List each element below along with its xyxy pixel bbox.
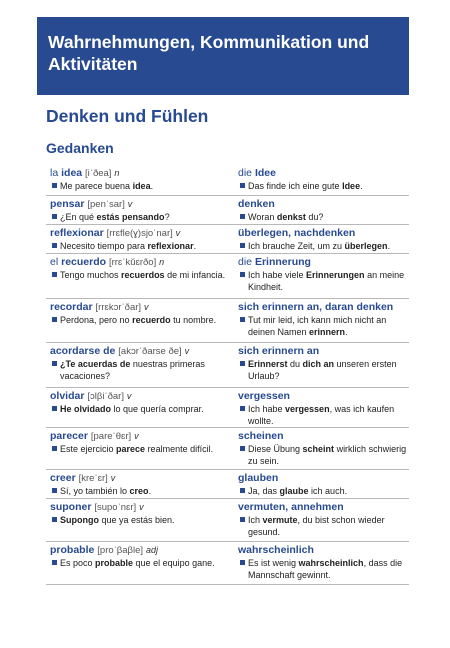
spanish-headword [50,499,234,514]
bullet-square-icon [240,214,245,219]
example-highlight: Erinnerungen [306,270,365,280]
example-sentence: Este ejercicio parece realmente difícil. [50,443,234,455]
example-sentence: Das finde ich eine gute Idee. [238,180,409,192]
example-highlight: vergessen [285,404,330,414]
german-column [234,499,409,541]
example-sentence: Supongo que ya estás bien. [50,514,234,526]
vocab-entry [46,165,409,196]
spanish-headword [50,225,234,240]
example-highlight: Erinnerst [248,359,288,369]
german-lemma: wahrscheinlich [238,544,314,556]
spanish-headword [50,254,234,269]
bullet-square-icon [240,272,245,277]
chapter-banner [37,17,409,95]
bullet-square-icon [52,488,57,493]
part-of-speech: n [114,168,120,178]
example-sentence: Sí, yo también lo creo. [50,485,234,497]
pronunciation: [akɔrˈðarse ðe] [118,346,182,357]
german-headword [238,299,409,314]
german-column [234,470,409,498]
vocab-entry [46,388,409,428]
german-lemma: Erinnerung [254,256,311,268]
german-column [234,196,409,224]
example-highlight: probable [95,558,134,568]
bullet-square-icon [52,361,57,366]
german-column [234,225,409,253]
german-column [234,165,409,195]
part-of-speech: v [110,473,116,483]
bullet-square-icon [240,517,245,522]
pronunciation: [proˈβaβle] [97,545,144,556]
example-highlight: idea [132,181,151,191]
example-highlight: erinnern [309,327,346,337]
part-of-speech: v [134,431,139,441]
bullet-square-icon [52,446,57,451]
example-sentence: Es ist wenig wahrscheinlich, dass die Mannschaft gewinnt. [238,557,409,581]
spanish-lemma: parecer [50,430,88,442]
bullet-square-icon [240,446,245,451]
bullet-square-icon [52,183,57,188]
example-sentence: Perdona, pero no recuerdo tu nombre. [50,314,234,326]
example-highlight: Idee [342,181,361,191]
example-highlight: denkst [276,212,306,222]
example-highlight: dich an [302,359,335,369]
example-sentence: Me parece buena idea. [50,180,234,192]
part-of-speech: v [139,502,144,512]
german-headword [238,196,409,211]
example-sentence: Woran denkst du? [238,211,409,223]
german-headword [238,388,409,403]
example-sentence: Diese Übung scheint wirklich schwierig zu sein. [238,443,409,467]
vocab-entry [46,299,409,343]
bullet-square-icon [52,243,57,248]
spanish-column [46,542,234,584]
pronunciation: [rrɛˈkŭɛrðo] [108,257,157,268]
pronunciation: [rrɛfle(ɣ)sjoˈnar] [106,228,173,239]
spanish-headword [50,343,234,358]
german-headword [238,165,409,180]
section-title: Denken und Fühlen [46,106,209,126]
spanish-headword [50,428,234,443]
example-highlight: Supongo [60,515,99,525]
german-lemma: sich erinnern an, daran denken [238,301,394,313]
example-highlight: glaube [279,486,309,496]
pronunciation: [kreˈɛr] [78,473,108,484]
example-sentence: ¿Te acuerdas de nuestras primeras vacaciones? [50,358,234,382]
example-highlight: reflexionar [147,241,194,251]
example-sentence: Tengo muchos recuerdos de mi infancia. [50,269,234,281]
bullet-square-icon [240,488,245,493]
spanish-column [46,388,234,427]
spanish-article: la [50,167,59,179]
bullet-square-icon [240,317,245,322]
example-highlight: wahrscheinlich [298,558,364,568]
german-column [234,343,409,387]
german-lemma: vermuten, annehmen [238,501,344,513]
example-highlight: creo [129,486,149,496]
example-sentence: Ja, das glaube ich auch. [238,485,409,497]
german-column [234,299,409,342]
part-of-speech: n [159,257,165,267]
german-article: die [238,256,253,268]
spanish-column [46,165,234,195]
example-highlight: recuerdo [132,315,171,325]
bullet-square-icon [240,560,245,565]
german-lemma: sich erinnern an [238,345,320,357]
german-headword [238,428,409,443]
part-of-speech: v [175,228,181,238]
german-column [234,542,409,584]
pronunciation: [penˈsar] [87,199,125,210]
german-lemma: scheinen [238,430,284,442]
example-sentence: Es poco probable que el equipo gane. [50,557,234,569]
spanish-headword [50,388,234,403]
spanish-headword [50,196,234,211]
pronunciation: [supoˈnɛr] [94,502,137,513]
example-highlight: He olvidado [60,404,112,414]
part-of-speech: v [126,391,132,401]
chapter-title: Wahrnehmungen, Kommunikation und Aktivitäten [48,32,370,74]
german-column [234,388,409,427]
spanish-lemma: recordar [50,301,93,313]
spanish-column [46,499,234,541]
vocab-entry [46,470,409,499]
example-sentence: Ich brauche Zeit, um zu überlegen. [238,240,409,252]
pronunciation: [pareˈθɛr] [90,431,132,442]
spanish-column [46,299,234,342]
spanish-article: el [50,256,59,268]
pronunciation: [ɔlβiˈðar] [87,391,124,402]
pronunciation: [rrɛkɔrˈðar] [95,302,142,313]
bullet-square-icon [52,272,57,277]
bullet-square-icon [52,317,57,322]
spanish-lemma: olvidar [50,390,85,402]
bullet-square-icon [52,560,57,565]
spanish-column [46,470,234,498]
spanish-lemma: idea [61,167,83,179]
example-highlight: scheint [302,444,335,454]
german-headword [238,542,409,557]
german-lemma: Idee [254,167,276,179]
example-highlight: estás pensando [96,212,165,222]
example-sentence: Erinnerst du dich an unseren ersten Urlaub? [238,358,409,382]
vocab-entry [46,499,409,542]
german-article: die [238,167,253,179]
vocab-entry [46,196,409,225]
vocab-entry [46,254,409,299]
german-lemma: glauben [238,472,279,484]
spanish-headword [50,470,234,485]
part-of-speech: v [127,199,133,209]
example-highlight: recuerdos [121,270,165,280]
example-highlight: überlegen [344,241,388,251]
spanish-column [46,428,234,469]
bullet-square-icon [240,406,245,411]
example-sentence: Ich vermute, du bist schon wieder gesund. [238,514,409,538]
spanish-lemma: probable [50,544,95,556]
vocab-entry [46,428,409,470]
bullet-square-icon [240,183,245,188]
part-of-speech: v [143,302,149,312]
spanish-headword [50,299,234,314]
spanish-column [46,196,234,224]
example-sentence: He olvidado lo que quería comprar. [50,403,234,415]
vocab-entry [46,343,409,388]
german-headword [238,499,409,514]
german-column [234,428,409,469]
spanish-column [46,225,234,253]
vocab-entry [46,542,409,585]
vocab-entry [46,225,409,254]
german-headword [238,470,409,485]
example-sentence: Ich habe vergessen, was ich kaufen wollte. [238,403,409,427]
pronunciation: [iˈðea] [85,168,112,179]
spanish-lemma: creer [50,472,76,484]
german-column [234,254,409,298]
german-lemma: denken [238,198,275,210]
german-lemma: überlegen, nachdenken [238,227,356,239]
spanish-lemma: acordarse de [50,345,116,357]
german-headword [238,225,409,240]
example-highlight: ¿Te acuerdas de [60,359,131,369]
example-sentence: Necesito tiempo para reflexionar. [50,240,234,252]
example-highlight: vermute [262,515,298,525]
example-sentence: Tut mir leid, ich kann mich nicht an deinen Namen erinnern. [238,314,409,338]
bullet-square-icon [52,517,57,522]
german-lemma: vergessen [238,390,290,402]
german-headword [238,254,409,269]
part-of-speech: adj [145,545,158,555]
subsection-title: Gedanken [46,140,114,156]
bullet-square-icon [240,243,245,248]
spanish-column [46,343,234,387]
spanish-headword [50,165,234,180]
spanish-lemma: reflexionar [50,227,104,239]
bullet-square-icon [52,406,57,411]
example-sentence: Ich habe viele Erinnerungen an meine Kindheit. [238,269,409,293]
vocabulary-list [46,165,409,585]
example-highlight: parece [116,444,146,454]
example-sentence: ¿En qué estás pensando? [50,211,234,223]
spanish-lemma: pensar [50,198,85,210]
spanish-headword [50,542,234,557]
spanish-column [46,254,234,298]
bullet-square-icon [52,214,57,219]
bullet-square-icon [240,361,245,366]
part-of-speech: v [184,346,190,356]
spanish-lemma: recuerdo [61,256,107,268]
german-headword [238,343,409,358]
spanish-lemma: suponer [50,501,92,513]
